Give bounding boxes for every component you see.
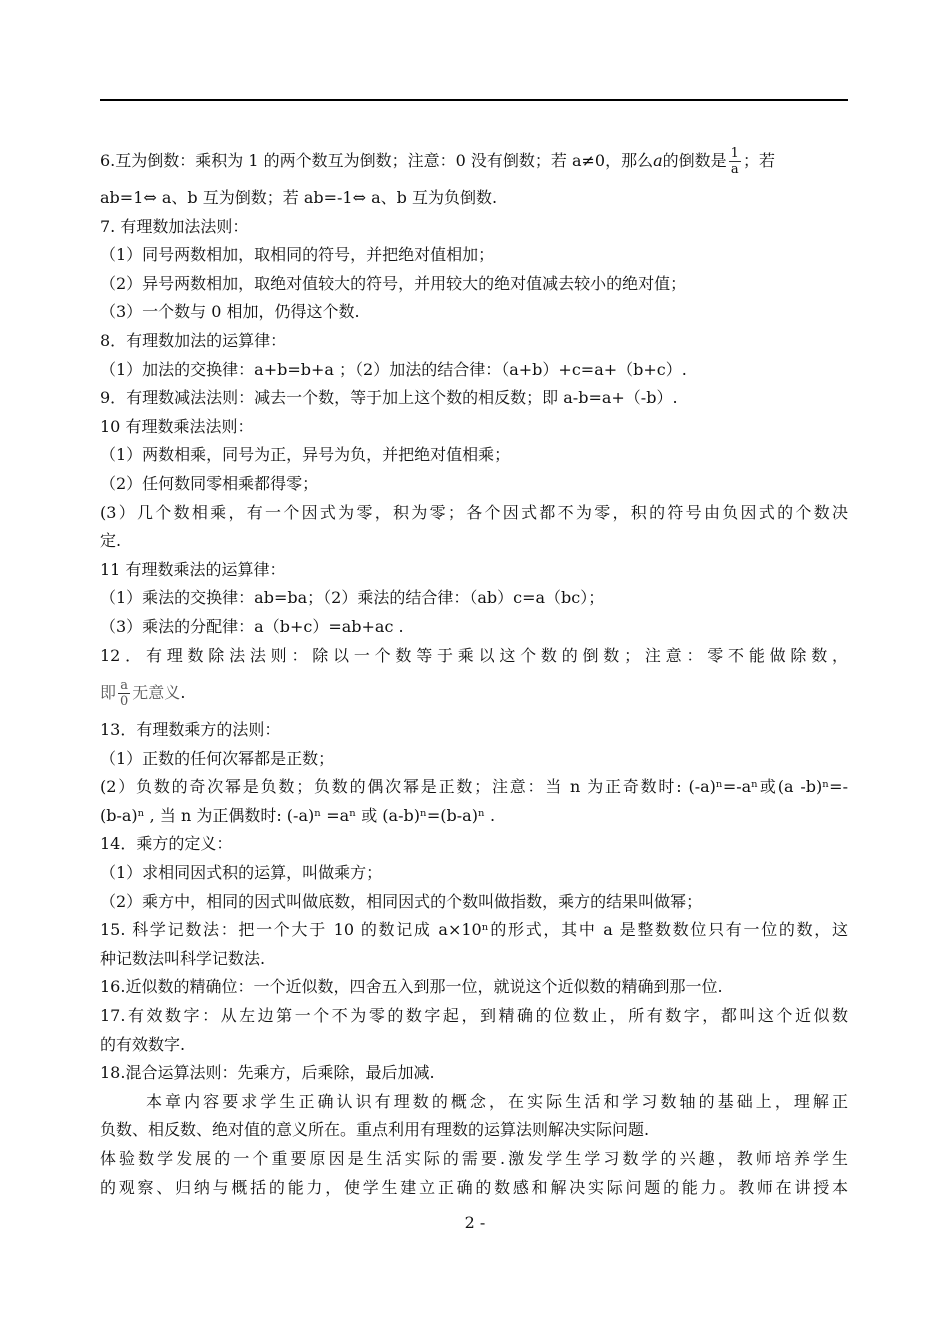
document-body (100, 138, 848, 1202)
fraction-a-over-0: $\frac{a}{0}$ (120, 678, 129, 710)
item-7-rule-3: （3）一个数与 0 相加，仍得这个数. (100, 302, 360, 322)
item-9: 9．有理数减法法则：减去一个数，等于加上这个数的相反数；即 a-b=a+（-b）. (100, 388, 678, 408)
item-17-line-2: 的有效数字. (100, 1034, 186, 1054)
item-10-title: 10 有理数乘法法则： (100, 416, 254, 436)
item-15-line-1: 15. 科学记数法：把一个大于 10 的数记成 a×10ⁿ的形式，其中 a 是整数数位只有一位的数，这 (100, 920, 848, 940)
item-11-title: 11 有理数乘法的运算律： (100, 559, 286, 579)
item-10-rule-2: （2）任何数同零相乘都得零； (100, 473, 319, 493)
fraction-1-over-a: $\frac{1}{a}$ (730, 146, 739, 177)
item-8-law-1: （1）加法的交换律：a+b=b+a ；（2）加法的结合律：（a+b）+c=a+（b+c）. (100, 359, 687, 379)
item-16: 16.近似数的精确位：一个近似数，四舍五入到那一位，就说这个近似数的精确到那一位. (100, 977, 723, 997)
closing-paragraph-1-line-1: 本章内容要求学生正确认识有理数的概念，在实际生活和学习数轴的基础上，理解正 (146, 1091, 848, 1111)
item-14-title: 14．乘方的定义： (100, 834, 233, 854)
closing-paragraph-1-line-2: 负数、相反数、绝对值的意义所在。重点利用有理数的运算法则解决实际问题. (100, 1120, 650, 1140)
item-10-rule-1: （1）两数相乘，同号为正，异号为负，并把绝对值相乘； (100, 445, 511, 465)
item-11-law-1: （1）乘法的交换律：ab=ba；（2）乘法的结合律：（ab）c=a（bc）； (100, 588, 605, 608)
item-10-rule-3: (3）几个数相乘，有一个因式为零，积为零；各个因式都不为零，积的符号由负因式的个数决 (100, 502, 848, 522)
item-14-def-2: （2）乘方中，相同的因式叫做底数，相同因式的个数叫做指数，乘方的结果叫做幂； (100, 891, 703, 911)
item-13-rule-2-cont: (b-a)ⁿ , 当 n 为正偶数时: (-a)ⁿ =aⁿ 或 (a-b)ⁿ=(b-a)ⁿ . (100, 805, 496, 825)
item-6-line-1: 6.互为倒数：乘积为 1 的两个数互为倒数；注意：0 没有倒数；若 a≠0，那么a的倒数是 $\frac{1}{a}$ ；若 (100, 146, 775, 177)
item-13-title: 13．有理数乘方的法则： (100, 720, 281, 740)
item-18: 18.混合运算法则：先乘方，后乘除，最后加减. (100, 1063, 435, 1083)
closing-paragraph-2-line-1: 体验数学发展的一个重要原因是生活实际的需要.激发学生学习数学的兴趣，教师培养学生 (100, 1149, 848, 1168)
item-7-rule-1: （1）同号两数相加，取相同的符号，并把绝对值相加； (100, 245, 495, 265)
item-13-rule-1: （1）正数的任何次幂都是正数； (100, 748, 335, 768)
header-rule (100, 99, 848, 101)
item-7-rule-2: （2）异号两数相加，取绝对值较大的符号，并用较大的绝对值减去较小的绝对值； (100, 273, 687, 293)
page-number: 2 - (464, 1213, 486, 1232)
closing-paragraph-2-line-2: 的观察、归纳与概括的能力，使学生建立正确的数感和解决实际问题的能力。教师在讲授本 (100, 1177, 848, 1197)
item-13-rule-2: (2）负数的奇次幂是负数；负数的偶次幂是正数；注意：当 n 为正奇数时: (-a)ⁿ=-aⁿ或(a -b)ⁿ=- (100, 777, 848, 797)
item-11-law-2: （3）乘法的分配律：a（b+c）=ab+ac . (100, 616, 404, 636)
item-7-title: 7. 有理数加法法则： (100, 216, 249, 236)
item-15-line-2: 种记数法叫科学记数法. (100, 948, 266, 968)
item-14-def-1: （1）求相同因式积的运算，叫做乘方； (100, 863, 383, 883)
item-8-title: 8．有理数加法的运算律： (100, 330, 287, 350)
item-12-line-1: 12．有理数除法法则：除以一个数等于乘以这个数的倒数；注意：零不能做除数， (100, 645, 848, 665)
item-17-line-1: 17.有效数字：从左边第一个不为零的数字起，到精确的位数止，所有数字，都叫这个近似数 (100, 1006, 848, 1026)
item-10-rule-3-cont: 定. (100, 531, 122, 551)
item-6-line-2: ab=1⇔ a、b 互为倒数；若 ab=-1⇔ a、b 互为负倒数. (100, 188, 498, 207)
item-12-line-2: 即 $\frac{a}{0}$ 无意义. (100, 678, 186, 710)
